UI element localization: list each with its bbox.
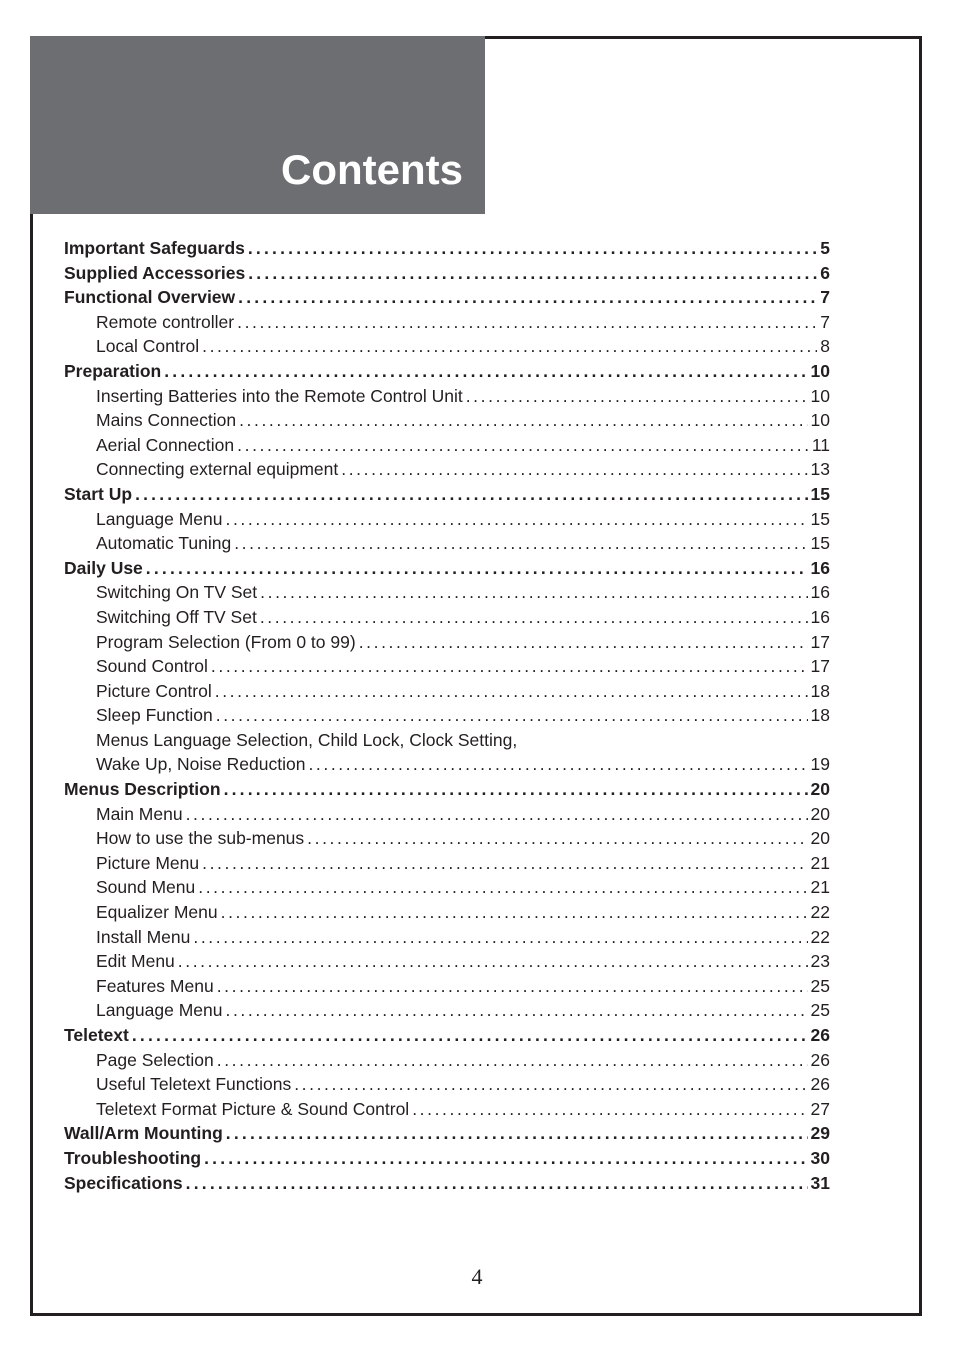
toc-subsection-entry[interactable] bbox=[64, 1097, 830, 1122]
toc-entry-label: Menus Description bbox=[64, 779, 221, 800]
toc-dot-leader bbox=[216, 703, 808, 728]
toc-dot-leader bbox=[260, 605, 808, 630]
toc-entry-page: 5 bbox=[820, 238, 830, 258]
toc-entry-label: Remote controller bbox=[96, 311, 235, 332]
toc-entry-page: 15 bbox=[810, 508, 830, 529]
toc-entry-page: 26 bbox=[810, 1025, 830, 1045]
toc-dot-leader bbox=[217, 1048, 808, 1073]
toc-subsection-entry[interactable] bbox=[64, 408, 830, 433]
toc-subsection-entry[interactable] bbox=[64, 900, 830, 925]
toc-dot-leader bbox=[341, 457, 807, 482]
toc-entry-page: 15 bbox=[810, 533, 830, 554]
toc-dot-leader bbox=[412, 1097, 807, 1122]
toc-dot-leader bbox=[238, 285, 817, 310]
toc-entry-label: Install Menu bbox=[96, 926, 191, 947]
toc-section-entry[interactable] bbox=[64, 285, 830, 310]
toc-entry-page: 27 bbox=[810, 1098, 830, 1119]
toc-entry-label: Sound Menu bbox=[96, 877, 196, 898]
toc-entry-page: 11 bbox=[811, 434, 830, 455]
toc-dot-leader bbox=[224, 777, 808, 802]
toc-section-entry[interactable] bbox=[64, 236, 830, 261]
toc-dot-leader bbox=[226, 507, 808, 532]
toc-entry-label: Teletext bbox=[64, 1025, 129, 1045]
toc-entry-label: Inserting Batteries into the Remote Control Unit bbox=[96, 385, 463, 406]
toc-entry-page: 29 bbox=[810, 1123, 830, 1144]
toc-entry-page: 21 bbox=[810, 852, 830, 873]
toc-dot-leader bbox=[307, 826, 807, 851]
toc-subsection-entry[interactable] bbox=[64, 654, 830, 679]
toc-subsection-entry[interactable] bbox=[64, 310, 830, 335]
toc-entry-page: 10 bbox=[810, 385, 830, 406]
toc-entry-label: Local Control bbox=[96, 336, 200, 357]
toc-entry-label: Language Menu bbox=[96, 1000, 223, 1021]
toc-dot-leader bbox=[135, 482, 807, 507]
toc-entry-label: Troubleshooting bbox=[64, 1147, 202, 1168]
toc-subsection-entry[interactable] bbox=[64, 384, 830, 409]
toc-dot-leader bbox=[226, 1121, 808, 1146]
toc-entry-label: Page Selection bbox=[96, 1049, 214, 1070]
toc-entry-page: 23 bbox=[810, 951, 830, 972]
toc-subsection-entry[interactable] bbox=[64, 1072, 830, 1097]
toc-entry-page: 22 bbox=[810, 926, 830, 947]
toc-entry-label: Start Up bbox=[64, 483, 133, 504]
toc-dot-leader bbox=[198, 875, 807, 900]
toc-entry-label: Features Menu bbox=[96, 975, 214, 996]
toc-dot-leader bbox=[248, 236, 817, 261]
toc-entry-page: 20 bbox=[810, 828, 830, 849]
toc-entry-label: Supplied Accessories bbox=[64, 262, 246, 283]
toc-entry-label: Connecting external equipment bbox=[96, 459, 339, 480]
toc-entry-page: 17 bbox=[810, 656, 830, 677]
toc-entry-label: Program Selection (From 0 to 99) bbox=[96, 631, 356, 652]
title-banner bbox=[30, 36, 485, 214]
toc-dot-leader bbox=[202, 334, 817, 359]
toc-entry-label: Sleep Function bbox=[96, 705, 213, 726]
toc-entry-page: 22 bbox=[810, 902, 830, 923]
toc-entry-page: 21 bbox=[810, 877, 830, 898]
toc-dot-leader bbox=[211, 654, 808, 679]
toc-dot-leader bbox=[359, 630, 808, 655]
toc-subsection-entry[interactable] bbox=[64, 457, 830, 482]
toc-entry-page: 19 bbox=[810, 754, 830, 775]
toc-subsection-entry[interactable] bbox=[64, 679, 830, 704]
toc-subsection-entry[interactable] bbox=[64, 703, 830, 728]
toc-subsection-entry[interactable] bbox=[64, 507, 830, 532]
toc-entry-page: 10 bbox=[810, 410, 830, 431]
toc-entry-label: Main Menu bbox=[96, 803, 183, 824]
toc-dot-leader bbox=[204, 1146, 807, 1171]
toc-section-entry[interactable] bbox=[64, 1146, 830, 1171]
toc-entry-page: 7 bbox=[820, 287, 830, 308]
toc-subsection-entry[interactable] bbox=[64, 974, 830, 999]
toc-entry-page: 17 bbox=[810, 631, 830, 652]
toc-entry-page: 16 bbox=[810, 606, 830, 627]
toc-entry-label: Aerial Connection bbox=[96, 434, 235, 455]
toc-entry-label: Useful Teletext Functions bbox=[96, 1074, 292, 1095]
toc-dot-leader bbox=[186, 802, 808, 827]
toc-subsection-entry[interactable] bbox=[64, 802, 830, 827]
toc-dot-leader bbox=[178, 949, 808, 974]
toc-section-entry[interactable] bbox=[64, 482, 830, 507]
toc-dot-leader bbox=[466, 384, 808, 409]
toc-entry-page: 8 bbox=[820, 336, 830, 357]
toc-subsection-entry[interactable] bbox=[64, 998, 830, 1023]
toc-entry-page: 13 bbox=[810, 459, 830, 480]
toc-dot-leader bbox=[221, 900, 808, 925]
toc-dot-leader bbox=[226, 998, 808, 1023]
toc-dot-leader bbox=[217, 974, 808, 999]
page-title: Contents bbox=[281, 146, 463, 193]
toc-entry-label: Wall/Arm Mounting bbox=[64, 1123, 223, 1144]
toc-entry-page: 20 bbox=[810, 779, 830, 800]
toc-entry-label: Sound Control bbox=[96, 656, 208, 677]
toc-section-entry[interactable] bbox=[64, 777, 830, 802]
toc-entry-label: Teletext Format Picture & Sound Control bbox=[96, 1098, 410, 1119]
toc-dot-leader bbox=[237, 433, 809, 458]
toc-entry-label: Edit Menu bbox=[96, 951, 175, 972]
toc-entry-page: 10 bbox=[810, 360, 830, 381]
toc-subsection-entry[interactable] bbox=[64, 851, 830, 876]
toc-entry-page: 25 bbox=[810, 1000, 830, 1021]
toc-section-entry[interactable] bbox=[64, 1023, 830, 1048]
toc-subsection-entry[interactable] bbox=[64, 605, 830, 630]
toc-entry-page: 7 bbox=[820, 311, 830, 332]
toc-subsection-entry[interactable] bbox=[64, 630, 830, 655]
toc-entry-label: Language Menu bbox=[96, 508, 223, 529]
toc-entry-page: 30 bbox=[810, 1147, 830, 1168]
toc-entry-page: 6 bbox=[820, 262, 830, 283]
toc-dot-leader bbox=[237, 310, 817, 335]
toc-dot-leader bbox=[308, 752, 807, 777]
toc-entry-page: 31 bbox=[810, 1172, 830, 1193]
toc-entry-label: How to use the sub-menus bbox=[96, 828, 305, 849]
toc-entry-label: Important Safeguards bbox=[64, 238, 245, 258]
toc-entry-page: 26 bbox=[810, 1049, 830, 1070]
toc-dot-leader bbox=[146, 556, 808, 581]
toc-section-entry[interactable] bbox=[64, 261, 830, 286]
toc-subsection-entry[interactable] bbox=[64, 925, 830, 950]
toc-entry-label: Picture Menu bbox=[96, 852, 200, 873]
toc-dot-leader bbox=[215, 679, 808, 704]
toc-entry-label: Automatic Tuning bbox=[96, 533, 232, 554]
toc-entry-label: Wake Up, Noise Reduction bbox=[96, 754, 306, 775]
table-of-contents bbox=[64, 236, 830, 1195]
toc-entry-page: 16 bbox=[810, 582, 830, 603]
toc-subsection-entry[interactable] bbox=[64, 1048, 830, 1073]
toc-entry-label: Daily Use bbox=[64, 557, 143, 578]
toc-section-entry[interactable] bbox=[64, 1171, 830, 1196]
toc-dot-leader bbox=[294, 1072, 807, 1097]
toc-dot-leader bbox=[186, 1171, 808, 1196]
toc-entry-page: 18 bbox=[810, 705, 830, 726]
page-number: 4 bbox=[471, 1264, 483, 1289]
toc-entry-label: Switching On TV Set bbox=[96, 582, 258, 603]
toc-subsection-entry[interactable] bbox=[64, 875, 830, 900]
toc-subsection-entry[interactable] bbox=[64, 728, 830, 753]
toc-entry-page: 18 bbox=[810, 680, 830, 701]
toc-dot-leader bbox=[234, 531, 807, 556]
toc-section-entry[interactable] bbox=[64, 359, 830, 384]
toc-entry-page: 26 bbox=[810, 1074, 830, 1095]
toc-entry-label: Preparation bbox=[64, 360, 162, 381]
toc-dot-leader bbox=[193, 925, 807, 950]
toc-entry-label: Specifications bbox=[64, 1172, 183, 1193]
toc-subsection-entry[interactable] bbox=[64, 433, 830, 458]
toc-entry-page: 15 bbox=[810, 483, 830, 504]
toc-entry-label: Menus Language Selection, Child Lock, Clock Setting, bbox=[96, 729, 518, 750]
toc-dot-leader bbox=[248, 261, 817, 286]
toc-dot-leader bbox=[239, 408, 807, 433]
toc-dot-leader bbox=[164, 359, 807, 384]
toc-entry-page: 25 bbox=[810, 975, 830, 996]
toc-section-entry[interactable] bbox=[64, 556, 830, 581]
toc-subsection-entry[interactable] bbox=[64, 752, 830, 777]
toc-entry-label: Picture Control bbox=[96, 680, 212, 701]
toc-subsection-entry[interactable] bbox=[64, 334, 830, 359]
toc-dot-leader bbox=[202, 851, 807, 876]
toc-entry-label: Switching Off TV Set bbox=[96, 606, 257, 627]
toc-subsection-entry[interactable] bbox=[64, 580, 830, 605]
toc-entry-label: Functional Overview bbox=[64, 287, 236, 308]
toc-dot-leader bbox=[260, 580, 807, 605]
toc-dot-leader bbox=[132, 1023, 808, 1048]
toc-subsection-entry[interactable] bbox=[64, 826, 830, 851]
toc-subsection-entry[interactable] bbox=[64, 949, 830, 974]
toc-section-entry[interactable] bbox=[64, 1121, 830, 1146]
toc-entry-page: 16 bbox=[810, 557, 830, 578]
toc-entry-label: Equalizer Menu bbox=[96, 902, 218, 923]
toc-entry-label: Mains Connection bbox=[96, 410, 237, 431]
toc-subsection-entry[interactable] bbox=[64, 531, 830, 556]
toc-entry-page: 20 bbox=[810, 803, 830, 824]
